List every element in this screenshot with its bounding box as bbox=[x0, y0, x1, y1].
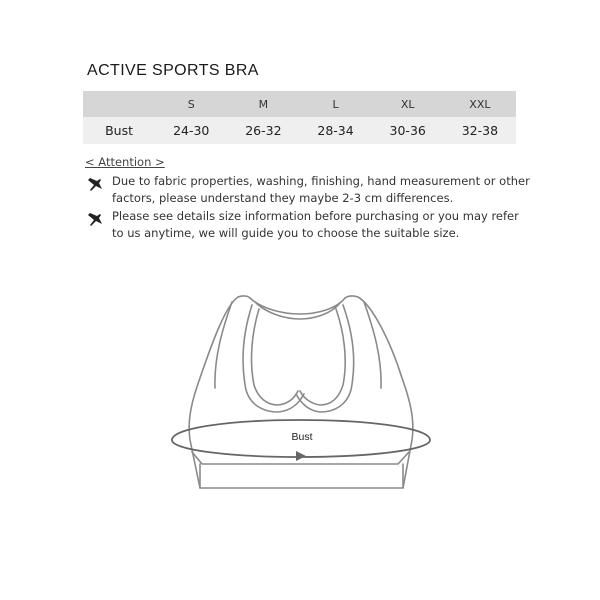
page-title: ACTIVE SPORTS BRA bbox=[87, 62, 259, 79]
table-cell: 24-30 bbox=[173, 123, 210, 138]
table-cell: 30-36 bbox=[389, 123, 426, 138]
arrow-icon bbox=[296, 451, 306, 461]
row-label: Bust bbox=[105, 123, 134, 138]
table-cell: 32-38 bbox=[461, 123, 499, 138]
pushpin-icon bbox=[87, 176, 103, 192]
header-cell-xl: XL bbox=[400, 97, 415, 111]
header-cell-l: L bbox=[332, 97, 339, 111]
table-cell: 26-32 bbox=[245, 123, 282, 138]
header-cell-s: S bbox=[187, 97, 195, 111]
size-table-header-row bbox=[83, 91, 516, 117]
header-cell-empty bbox=[83, 91, 155, 117]
attention-note-text: Due to fabric properties, washing, finishing, hand measurement or other factors, please understand they maybe 2-3 cm differences. bbox=[112, 174, 530, 205]
sports-bra-illustration bbox=[160, 285, 440, 515]
table-row bbox=[83, 117, 516, 144]
header-cell-m: M bbox=[258, 97, 269, 111]
attention-heading: < Attention > bbox=[85, 155, 165, 169]
bust-label: Bust bbox=[291, 431, 313, 443]
size-table bbox=[83, 91, 516, 144]
table-cell: 28-34 bbox=[317, 123, 354, 138]
header-cell-xxl: XXL bbox=[469, 97, 491, 111]
pushpin-icon bbox=[87, 211, 103, 227]
attention-note-text: Please see details size information before purchasing or you may refer to us anytime, we will guide you to choose the suitable size. bbox=[112, 209, 519, 240]
